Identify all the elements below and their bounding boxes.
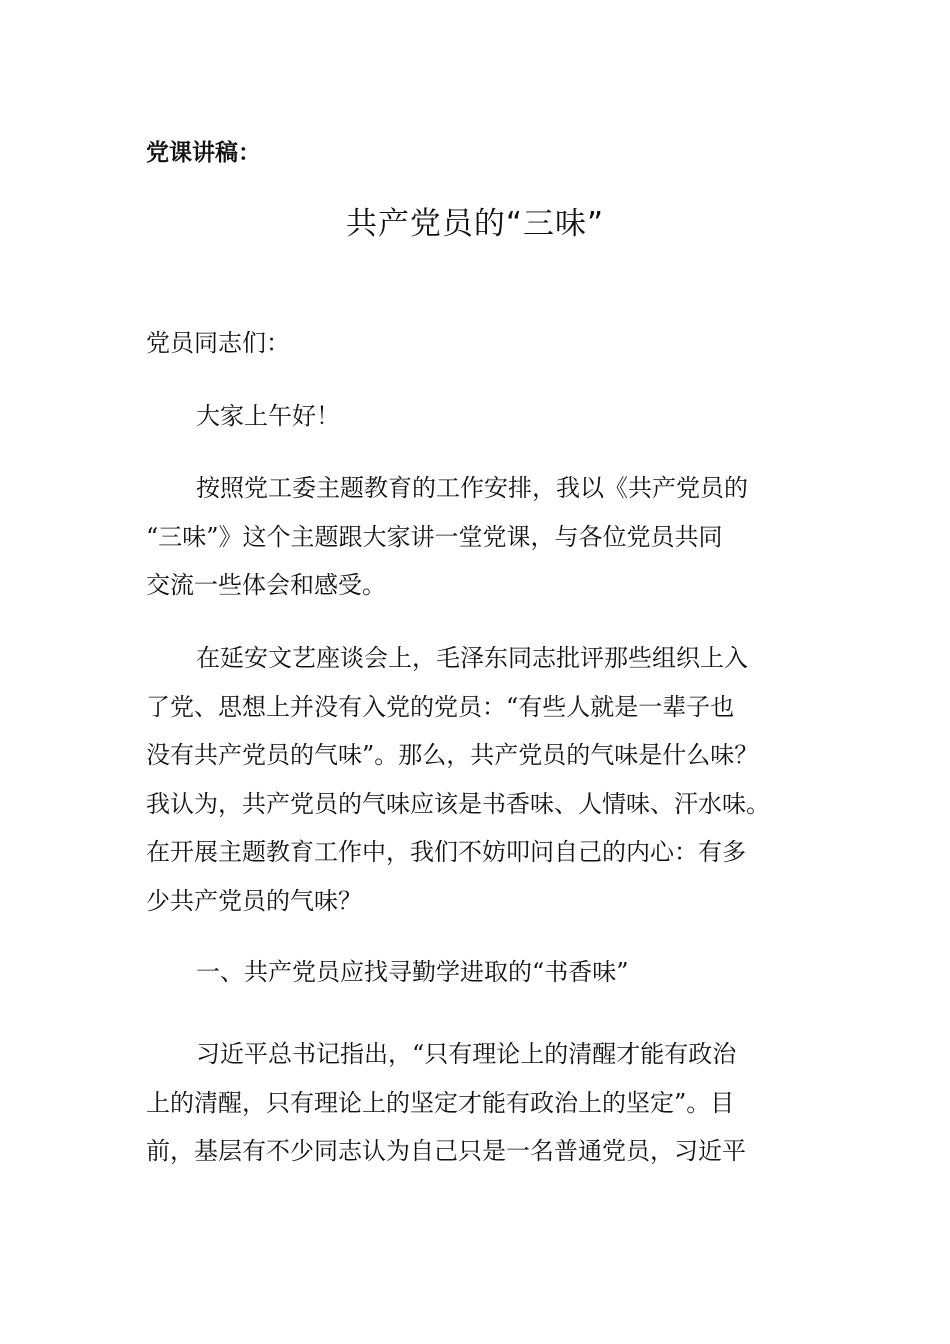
greeting-line: 大家上午好！ — [196, 402, 340, 430]
paragraph-xi — [146, 1030, 806, 1176]
paragraph-line: 在开展主题教育工作中，我们不妨叩问自己的内心：有多 — [146, 838, 746, 866]
section-heading-1 — [146, 948, 806, 997]
section-heading-line: 一、共产党员应找寻勤学进取的“书香味” — [196, 958, 629, 986]
document-label: 党课讲稿： — [146, 140, 261, 166]
paragraph-line: 少共产党员的气味？ — [146, 886, 362, 915]
document-title: 共产党员的“三味” — [345, 206, 605, 242]
salutation-line: 党员同志们： — [146, 329, 290, 357]
paragraph-line: 前，基层有不少同志认为自己只是一名普通党员，习近平 — [146, 1137, 746, 1165]
paragraph-line: 没有共产党员的气味”。那么，共产党员的气味是什么味？ — [146, 741, 759, 769]
paragraph-line: “三味”》这个主题跟大家讲一堂党课，与各位党员共同 — [146, 522, 723, 551]
paragraph-line: 交流一些体会和感受。 — [146, 571, 386, 599]
paragraph-line: 按照党工委主题教育的工作安排，我以《共产党员的 — [196, 474, 748, 502]
paragraph-line: 习近平总书记指出，“只有理论上的清醒才能有政治 — [196, 1040, 737, 1068]
paragraph-line: 我认为，共产党员的气味应该是书香味、人情味、汗水味。 — [146, 789, 770, 818]
salutation — [146, 319, 806, 368]
paragraph-yanan — [146, 634, 806, 925]
greeting — [146, 392, 806, 441]
paragraph-intro — [146, 464, 806, 610]
paragraph-line: 了党、思想上并没有入党的党员：“有些人就是一辈子也 — [146, 692, 735, 721]
paragraph-line: 上的清醒，只有理论上的坚定才能有政治上的坚定”。目 — [146, 1088, 735, 1117]
paragraph-line: 在延安文艺座谈会上，毛泽东同志批评那些组织上入 — [196, 644, 748, 672]
